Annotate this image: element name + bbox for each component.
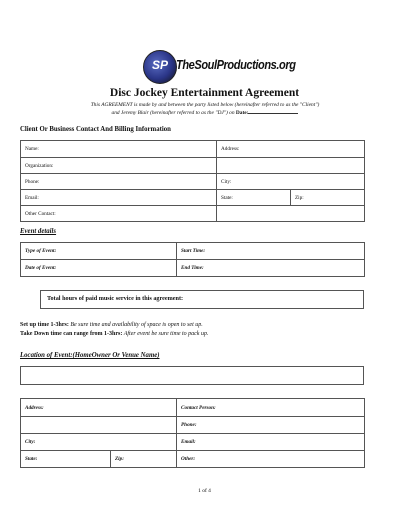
venue-phone-field[interactable] [177,417,365,434]
total-hours-label: Total hours of paid music service in this agreement: [47,295,184,302]
client-other-contact-field[interactable] [21,206,217,222]
event-end-time-label: End Time: [181,265,204,271]
client-address-field[interactable] [217,141,365,158]
event-date-label: Date of Event: [25,265,57,271]
setup-time-note [20,322,203,328]
venue-contact-person-field[interactable] [177,399,365,417]
client-city-label: City: [221,178,232,185]
logo [143,50,296,86]
intro-date-label: Date: [235,110,249,116]
venue-zip-field[interactable] [111,451,177,468]
venue-other-label: Other: [181,456,196,462]
teardown-time-text: After event be sure time to pack up. [122,331,209,337]
intro-text [40,101,370,117]
total-hours-field[interactable] [40,290,364,309]
venue-other-field[interactable] [177,451,365,468]
location-section-heading: Location of Event:(HomeOwner Or Venue Name) [20,352,160,359]
venue-email-label: Email: [181,439,196,445]
intro-date-field[interactable] [248,113,298,114]
venue-state-label: State: [25,456,38,462]
logo-emblem-icon [143,50,177,84]
event-start-time-field[interactable] [177,243,365,260]
client-organization-label: Organization: [25,162,54,169]
page-title: Disc Jockey Entertainment Agreement [109,87,300,99]
event-start-time-label: Start Time: [181,248,206,254]
event-type-label: Type of Event: [25,248,57,254]
client-state-field[interactable] [217,190,291,206]
event-type-field[interactable] [21,243,177,260]
intro-line-2: and Jeremy Blair (hereinafter referred to as the "DJ") on [111,110,235,116]
client-name-label: Name: [25,146,39,152]
client-state-label: State: [221,194,233,201]
client-city-field[interactable] [217,174,365,190]
venue-address-line2-field[interactable] [21,417,177,434]
venue-address-field[interactable] [21,399,177,417]
client-other-contact-label: Other Contact: [25,210,56,217]
client-info-table [20,140,365,222]
client-zip-label: Zip: [295,194,304,201]
client-phone-label: Phone: [25,178,40,185]
setup-time-text: Be sure time and availability of space is open to set up. [68,322,203,328]
venue-phone-label: Phone: [181,422,197,428]
client-organization-field[interactable] [21,158,217,174]
setup-time-label: Set up time 1-3hrs: [20,322,69,328]
teardown-time-label: Take Down time can range from 1-3hrs: [20,331,123,337]
location-name-field[interactable] [20,366,364,385]
client-other-contact-extra-field[interactable] [217,206,365,222]
client-section-heading: Client Or Business Contact And Billing Information [20,126,171,133]
client-email-label: Email: [25,194,39,201]
client-zip-field[interactable] [291,190,365,206]
event-date-field[interactable] [21,260,177,277]
client-address-label: Address: [221,146,240,152]
venue-city-label: City: [25,439,36,445]
venue-info-table [20,398,365,468]
event-details-table [20,242,365,277]
intro-line-1: This AGREEMENT is made by and between the party listed below (hereinafter referred to as the "Client") [90,102,320,108]
client-email-field[interactable] [21,190,217,206]
event-end-time-field[interactable] [177,260,365,277]
venue-contact-person-label: Contact Person: [181,404,216,411]
event-section-heading: Event details [20,228,57,235]
client-name-field[interactable] [21,141,217,158]
venue-zip-label: Zip: [115,456,124,462]
client-phone-field[interactable] [21,174,217,190]
logo-text: TheSoulProductions.org [176,57,296,72]
page-number: 1 of 4 [198,488,211,494]
venue-city-field[interactable] [21,434,177,451]
venue-email-field[interactable] [177,434,365,451]
teardown-time-note [20,331,208,337]
logo-initials: SP [151,58,168,72]
venue-state-field[interactable] [21,451,111,468]
client-address-line2-field[interactable] [217,158,365,174]
venue-address-label: Address: [25,404,44,411]
